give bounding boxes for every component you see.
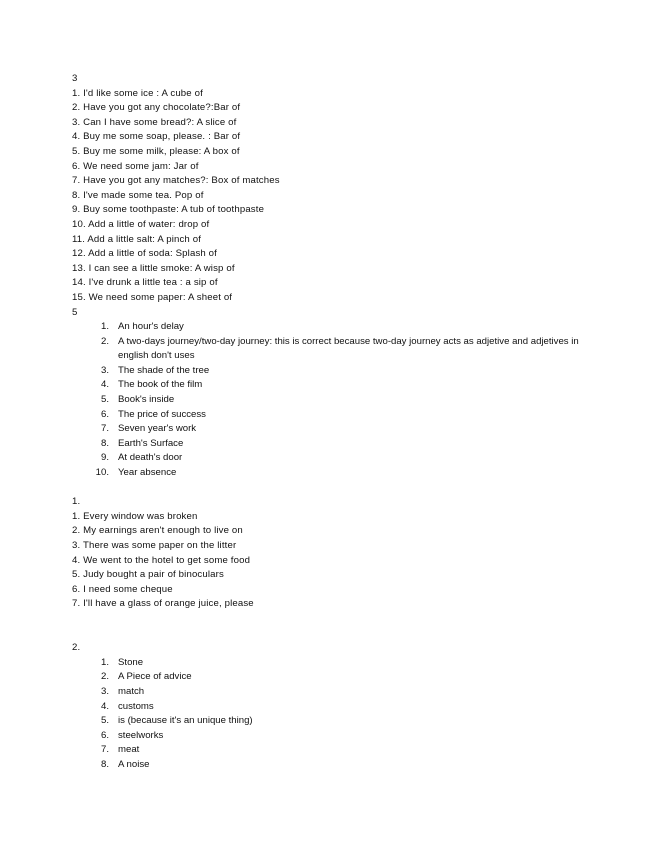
item-number: 4. [100, 700, 109, 712]
section-2-heading: 2. [72, 642, 81, 654]
item-number: 2. [100, 335, 109, 347]
section-5-item-2 [72, 335, 592, 364]
item-number: 7. [100, 423, 109, 435]
item-text: steelworks [118, 729, 164, 741]
section-3-line-13: 13. I can see a little smoke: A wisp of [72, 262, 235, 274]
item-number: 5. [100, 715, 109, 727]
section-3-line-8: 8. I've made some tea. Pop of [72, 189, 204, 201]
item-number: 5. [100, 394, 109, 406]
section-2-item-8 [72, 758, 592, 773]
blank-line [72, 481, 592, 496]
item-number: 9. [100, 452, 109, 464]
section-5-item-10 [72, 466, 592, 481]
section-3-line-3: 3. Can I have some bread?: A slice of [72, 116, 237, 128]
section-2-item-3 [72, 685, 592, 700]
item-text: Earth's Surface [118, 437, 184, 449]
item-text: Book's inside [118, 394, 175, 406]
item-text: A two-days journey/two-day journey: this is correct because two-day journey acts as adjetive and adjetives in english don't uses [118, 335, 579, 362]
item-number: 1. [100, 656, 109, 668]
section-5-item-8 [72, 437, 592, 452]
section-1-line-1: 1. Every window was broken [72, 510, 198, 522]
section-2-item-5 [72, 714, 592, 729]
section-1-line-4: 4. We went to the hotel to get some food [72, 554, 251, 566]
item-number: 10. [95, 467, 109, 479]
item-text: match [118, 685, 145, 697]
item-number: 4. [100, 379, 109, 391]
section-1-list [72, 510, 592, 612]
section-2-item-7 [72, 743, 592, 758]
section-1-line-2: 2. My earnings aren't enough to live on [72, 525, 243, 537]
item-text: Year absence [118, 467, 177, 479]
section-3-line-2: 2. Have you got any chocolate?:Bar of [72, 102, 241, 114]
item-number: 3. [100, 364, 109, 376]
section-2-item-4 [72, 700, 592, 715]
section-5-item-6 [72, 408, 592, 423]
section-3-line-1: 1. I'd like some ice : A cube of [72, 87, 203, 99]
section-5-item-1 [72, 320, 592, 335]
item-text: A Piece of advice [118, 671, 192, 683]
section-3-heading: 3 [72, 73, 78, 84]
item-text: The book of the film [118, 379, 203, 391]
item-text: The price of success [118, 408, 206, 420]
section-3-line-6: 6. We need some jam: Jar of [72, 160, 199, 172]
item-number: 1. [100, 321, 109, 333]
section-3-line-4: 4. Buy me some soap, please. : Bar of [72, 131, 241, 143]
section-3-line-9: 9. Buy some toothpaste: A tub of toothpaste [72, 204, 265, 216]
item-number: 6. [100, 729, 109, 741]
section-3-line-10: 10. Add a little of water: drop of [72, 218, 210, 230]
item-number: 2. [100, 671, 109, 683]
section-5-list [72, 320, 592, 481]
section-3-line-12: 12. Add a little of soda: Splash of [72, 248, 217, 260]
section-3-line-7: 7. Have you got any matches?: Box of matches [72, 175, 280, 187]
section-2-item-2 [72, 670, 592, 685]
section-3-line-15: 15. We need some paper: A sheet of [72, 291, 233, 303]
section-2-item-6 [72, 729, 592, 744]
item-text: Stone [118, 656, 144, 668]
document-body [72, 72, 592, 773]
item-text: At death's door [118, 452, 183, 464]
item-text: Seven year's work [118, 423, 197, 435]
item-number: 7. [100, 744, 109, 756]
section-5-item-4 [72, 378, 592, 393]
item-text: An hour's delay [118, 321, 184, 333]
item-number: 8. [100, 758, 109, 770]
blank-line [72, 612, 592, 627]
section-5-item-3 [72, 364, 592, 379]
section-3-line-11: 11. Add a little salt: A pinch of [72, 233, 202, 245]
blank-line [72, 627, 592, 642]
item-text: A noise [118, 758, 150, 770]
section-3-line-14: 14. I've drunk a little tea : a sip of [72, 277, 218, 289]
section-5-item-7 [72, 422, 592, 437]
section-2-item-1 [72, 656, 592, 671]
item-number: 3. [100, 685, 109, 697]
section-3-list [72, 87, 592, 306]
section-1-line-7: 7. I'll have a glass of orange juice, please [72, 598, 254, 610]
item-number: 6. [100, 408, 109, 420]
item-text: meat [118, 744, 140, 756]
section-5-item-9 [72, 451, 592, 466]
section-2-list [72, 656, 592, 773]
item-text: customs [118, 700, 154, 712]
item-number: 8. [100, 437, 109, 449]
section-1-heading: 1. [72, 496, 81, 508]
section-5-item-5 [72, 393, 592, 408]
section-1-line-3: 3. There was some paper on the litter [72, 540, 237, 551]
section-1-line-5: 5. Judy bought a pair of binoculars [72, 569, 224, 581]
section-5-heading: 5 [72, 306, 78, 318]
section-1-line-6: 6. I need some cheque [72, 583, 173, 595]
item-text: The shade of the tree [118, 364, 210, 376]
item-text: is (because it's an unique thing) [118, 715, 253, 727]
section-3-line-5: 5. Buy me some milk, please: A box of [72, 145, 240, 157]
